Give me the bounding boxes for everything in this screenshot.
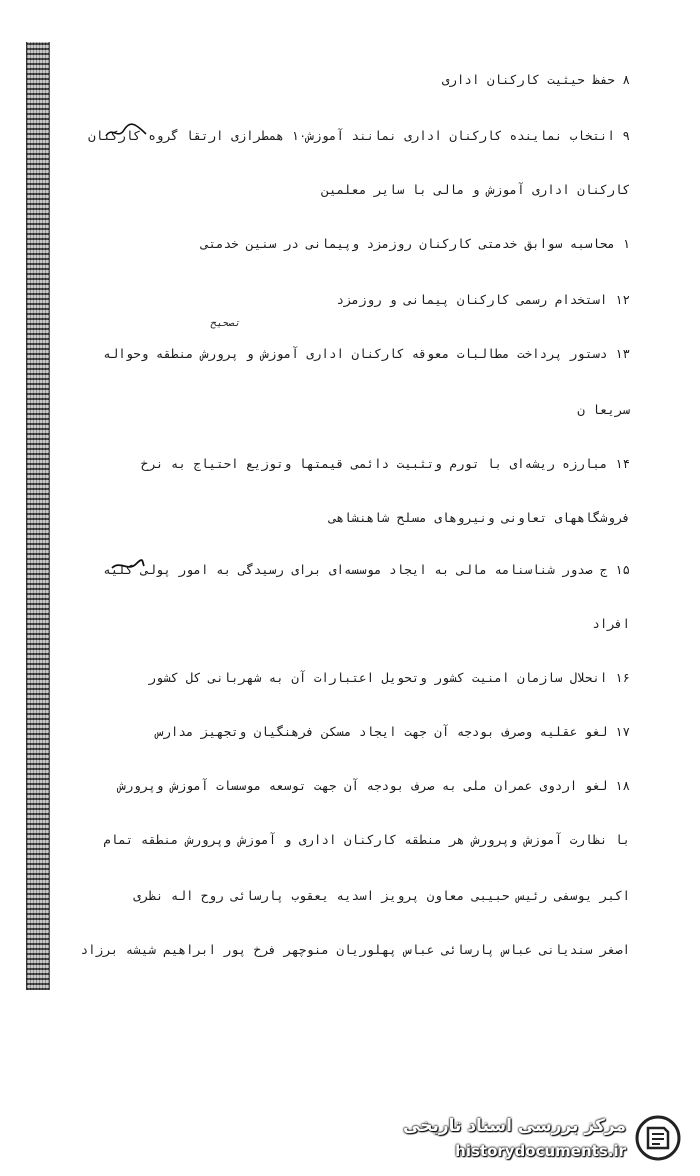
watermark-url: historydocuments.ir [455,1142,626,1160]
list-item-8: ۸ حفظ حیثیت کارکنان اداری [441,72,630,87]
binding-edge [26,42,50,990]
list-item-18: ۱۸ لغو اردوی عمران ملی به صرف بودجه آن جهت توسعه موسسات آموزش وپرورش [118,778,630,793]
list-item-18-cont: با نظارت آموزش وپرورش هر منطقه کارکنان اداری و آموزش وپرورش منطقه تمام [103,832,630,847]
list-item-13: ۱۳ دستور پرداخت مطالبات معوقه کارکنان اداری آموزش و پرورش منطقه وحواله [103,346,630,361]
watermark [398,1110,688,1170]
signatories-line-1: اکبر یوسفی رئیس حبیبی معاون پرویز اسدیه یعقوب پارسائی روح اله نظری [133,888,630,903]
signatories-line-2: اصغر سندیانی عباس پارسائی عباس پهلوریان منوچهر فرخ پور ابراهیم شیشه برزاد [80,942,630,957]
list-item-15: ۱۵ ج صدور شناسنامه مالی به ایجاد موسسه‌ای برای رسیدگی به امور پولی کلیه [103,562,630,577]
list-item-9: ۹ انتخاب نماینده کارکنان اداری نمانند آموزش۱۰ همطرازی ارتقا گروه کارکنان [88,128,630,143]
watermark-title: مرکز بررسی اسناد تاریخی [403,1116,626,1136]
list-item-16: ۱۶ انحلال سازمان امنیت کشور وتحویل اعتبارات آن به شهربانی کل کشور [148,670,630,685]
list-item-17: ۱۷ لغو عقلیه وصرف بودجه آن جهت ایجاد مسکن فرهنگیان وتجهیز مدارس [155,724,630,739]
list-item-15-cont: افراد [592,616,630,631]
handwritten-correction-note: تصحیح [210,318,241,329]
list-item-11: ۱ محاسبه سوابق خدمتی کارکنان روزمزد وپیمانی در سنین خدمتی [201,236,630,251]
list-item-14-cont: فروشگاههای تعاونی ونیروهای مسلح شاهنشاهی [328,510,630,525]
list-item-14: ۱۴ مبارزه ریشه‌ای با تورم وتثبیت دائمی قیمتها وتوزیع احتیاج به نرخ [140,456,630,471]
handwritten-scribble [104,122,148,142]
list-item-12: ۱۲ استخدام رسمی کارکنان پیمانی و روزمزد [336,292,630,307]
handwritten-strike [110,558,146,574]
document-archive-icon [634,1114,682,1162]
list-item-9-cont: کارکنان اداری آموزش و مالی با سایر معلمین [321,182,630,197]
list-item-13-cont: سریعا ن [577,402,630,417]
